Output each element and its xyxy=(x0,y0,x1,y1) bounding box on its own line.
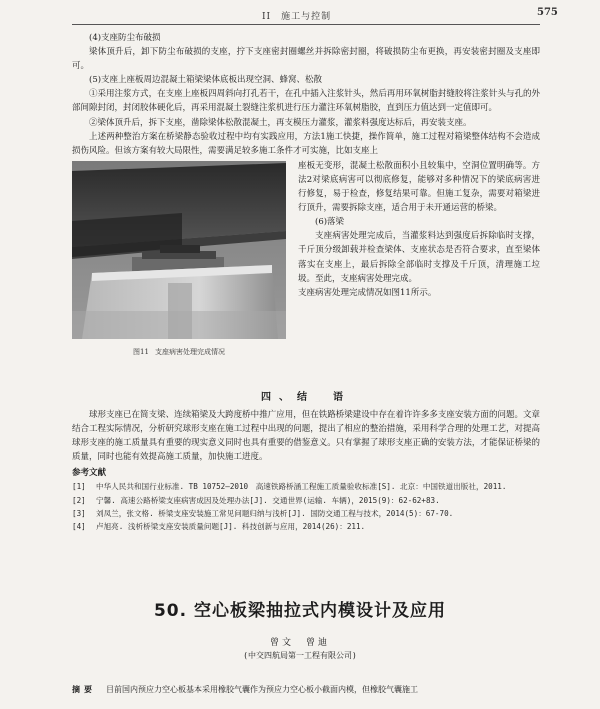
figure-reference: 支座病害处理完成情况如图11所示。 xyxy=(298,287,437,298)
sec4-paragraph: 梁体顶升后，卸下防尘布破损的支座，拧下支座密封圈螺丝并拆除密封圈，将破损防尘布更换，再安装密封圈及支座即可。 xyxy=(72,47,540,72)
figure-row xyxy=(72,159,540,387)
figure-11 xyxy=(72,161,286,357)
figure-label: 图11 xyxy=(133,347,149,356)
sec6-heading: (6)落梁 xyxy=(315,217,345,228)
figure-caption-text: 支座病害处理完成情况 xyxy=(154,347,225,356)
sec4-heading: (4)支座防尘布破损 xyxy=(89,33,161,43)
reference-item: [1] 中华人民共和国行业标准. TB 10752—2010 高速铁路桥涵工程施工质量验收标准[S]. 北京：中国铁道出版社，2011. xyxy=(72,482,507,492)
side-text xyxy=(298,159,540,300)
reference-item: [2] 宁馨. 高速公路桥梁支座病害成因及处理办法[J]. 交通世界(运输. 车辆)，2015(9)：62-62+83. xyxy=(72,495,440,505)
sec5-comparison: 上述两种整治方案在桥梁静态验收过程中均有实践应用，方法1施工快捷，操作简单，施工过程对箱梁整体结构不会造成损伤风险。但该方案有较大局限性，需要满足较多施工条件才可实施，比如支座上 xyxy=(72,131,540,156)
article-affiliation: (中交四航局第一工程有限公司) xyxy=(243,651,357,660)
sec5-method2: ②梁体顶升后，拆下支座，凿除梁体松散混凝土，再支模压力灌浆，灌浆料强度达标后，再安装支座。 xyxy=(89,117,472,128)
running-header xyxy=(0,7,600,23)
sec5-method1: ①采用注浆方式，在支座上座板四周斜向打孔若干，在孔中插入注浆针头，然后再用环氧树脂封缝胶将注浆针头与孔的外部间隙封闭，封闭胶体硬化后，再采用混凝土裂缝注浆机进行压力灌注环氧树脂胶，直到压力值达到一定值即可。 xyxy=(72,89,540,114)
header-rule xyxy=(72,24,540,25)
sec6-paragraph: 支座病害处理完成后，当灌浆料达到强度后拆除临时支撑，千斤顶分级卸载并检查梁体、支座状态是否符合要求，直至梁体落实在支座上，最后拆除全部临时支撑及千斤顶，清理施工垃圾。至此，支座病害处理完成。 xyxy=(298,231,540,284)
figure-caption xyxy=(72,345,286,359)
reference-item: [3] 刘凤兰，张文格. 桥梁支座安装施工常见问题归纳与浅析[J]. 国防交通工程与技术，2014(5)：67-70. xyxy=(72,508,454,518)
article-title: 50. 空心板梁抽拉式内模设计及应用 xyxy=(153,601,447,621)
abstract-text: 目前国内预应力空心板基本采用橡胶气囊作为预应力空心板小截面内模，但橡胶气囊施工 xyxy=(106,685,418,694)
reference-item: [4] 卢旭亮. 浅析桥梁支座安装质量问题[J]. 科技创新与应用，2014(26)：211. xyxy=(72,522,366,532)
sec5-heading: (5)支座上座板周边混凝土箱梁梁体底板出现空洞、蜂窝、松散 xyxy=(89,75,323,86)
abstract-label: 摘要 xyxy=(72,685,96,694)
page-number: 575 xyxy=(537,7,558,18)
reference-list xyxy=(72,480,540,533)
references-title: 参考文献 xyxy=(72,468,107,479)
main-text xyxy=(72,31,540,533)
bearing-photo xyxy=(72,161,286,339)
article-abstract xyxy=(72,684,542,695)
conclusion-title: 四、结 语 xyxy=(261,391,351,403)
header-section: II 施工与控制 xyxy=(262,12,332,22)
comparison-continued: 座板无变形，混凝土松散面积小且较集中，空洞位置明确等。方法2对梁底病害可以彻底修复，能够对多种情况下的梁底病害进行修复，易于检查，修复结果可靠。但施工复杂，需要对箱梁进行顶升，需要拆除支座，适合用于未开通运营的桥梁。 xyxy=(298,160,540,214)
article-authors: 曾文 曾迪 xyxy=(269,638,330,648)
conclusion-paragraph: 球形支座已在简支梁、连续箱梁及大跨度桥中推广应用，但在铁路桥梁建设中存在着许许多多支座安装方面的问题。文章结合工程实际情况，分析研究球形支座在施工过程中出现的问题，提出了相应的整治措施，采用科学合理的处理工艺，对提高球形支座的施工质量具有重要的现实意义同时也具有重要的借鉴意义。只有掌握了球形支座正确的安装方法，才能保证桥梁的质量，同时也能有效提高施工质量，加快施工进度。 xyxy=(72,409,540,463)
